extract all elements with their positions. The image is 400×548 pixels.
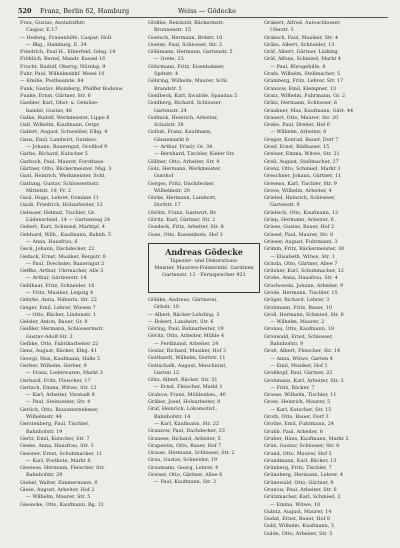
directory-entry: Garten 12 [154,369,179,376]
directory-entry: Göritz, Otto, Arbeiter, Mühle 4 [148,333,225,340]
directory-entry: Funk, Gustav, Blomberg, Pfeiffer Bodenw. [20,85,124,92]
directory-entry: Gollub, Franz, Kaufmann, [148,129,212,136]
directory-entry: Gresens, Karl, Tischler, Str. 9 [264,180,337,187]
directory-entry: Grätz, Hermann, Schlosser, 6 [264,100,337,107]
directory-entry: — Wilhelm, Arbeiter, 8 [270,129,327,136]
directory-entry: Brunnenstr. 15 [154,27,192,34]
directory-entry: Gransee, Richard, Arbeiter, 5 [148,435,221,442]
directory-entry: — Paul, Steinsetzer, Str. 4 [26,399,91,406]
directory-entry: Grabsch, Paul, Musiker, Str. 4 [264,34,338,41]
directory-entry: Groth, Otto, Bauer, Dorf 3 [264,414,329,421]
directory-entry: Gerhard, Fritz, Fleischer, 17 [20,377,91,384]
directory-entry: Görlitz, Franz, Gastwirt, Br. [148,209,217,216]
directory-entry: Gramberg, Fritz, Lehrer, Str. 17 [264,78,344,85]
directory-entry: Grabert, Alfred, Autoschlosser, [264,20,341,26]
directory-entry: Gebhard, Wilh., Kaufmann, Bahnh. 5 [20,231,112,238]
directory-entry: Gertz, Emil, Kutscher, Str. 7 [20,435,90,442]
directory-entry: — Ferdinand, Arbeiter, 24 [154,340,219,347]
directory-entry: Grunow, Paul, Arbeiter, Str. 6 [264,487,337,493]
directory-entry: Grasse, Hermann, Schlosser, Str. 2 [148,450,235,457]
directory-entry: Gerlich, Otto, Bauunternehmer, [20,406,99,413]
directory-entry: Golz, Hermann, Werkmeister, [148,165,222,172]
directory-entry: Griesel, Paul, Maurer, Str. 8 [264,231,334,238]
directory-entry: Wilhelmstr. 29 [154,187,190,194]
directory-entry: Gast, Heinrich, Werkmeister, Schl. [20,173,106,180]
directory-entry: — Ernst, Fleischer, Markt 1 [154,384,223,391]
directory-entry: Gotthardt, Wilhelm, Dorfstr. 11 [148,355,226,362]
directory-entry: Frucht, Rudolf, Oberrg. Nürnbg. 9 [20,63,106,70]
directory-entry: Goldberg, Richard, Schlosser, [148,100,222,107]
directory-entry: Gustav-Adolf-Str. 3 [26,333,73,340]
directory-entry: Göhlke, Andreas, Gärtnerei, [148,296,218,303]
directory-entry: Schulstr. 38 [154,122,184,129]
directory-entry: Grell, August, Stellmacher, 27 [264,158,339,165]
ad-name: Andreas Gödecke [165,246,243,257]
directory-entry: Grün, Gustav, Schlosser, Str. 8 [264,443,340,450]
directory-entry: Gelbke, Otto, Fabrikarbeiter 22 [20,341,99,348]
directory-entry: Gruber, Hans, Kaufmann, Markt 2 [264,435,349,442]
directory-entry: Giebel, Walter, Zimmermann, 6 [20,479,98,486]
directory-entry: Grüneberg, Hermann, Lehrer, 4 [264,472,344,479]
directory-entry: — Grete, 23 [154,56,184,63]
directory-column-3 [264,20,382,540]
directory-entry: Galke, Rudolf, Werkmeister, Lippe 8 [20,114,110,121]
directory-entry: Frau, Gustav, Anstaltsfhrr. [20,20,86,26]
directory-entry: Funke, Ernst, Gärtner, Str. 6 [20,92,91,99]
directory-entry: Greve, Wilhelm, Arbeiter, 4 [264,187,332,194]
directory-entry: Gaul, Hugo, Lehrer, Domäne 11 [20,195,99,202]
directory-entry: Gottschalk, August, Maschinist, [148,362,227,369]
directory-entry: Genz, August, Bäcker, Elbg. 41 [20,348,97,355]
directory-entry: — Wilhelm, Maurer, 2 [270,319,325,326]
directory-entry: Grenz, Otto, Schmied, Markt 3 [264,165,341,172]
directory-entry: Griep, Hermann, Arbeiter, 6 [264,217,334,224]
ad-line-2: Meister, Maurers-Polstermbl. Gardinen [154,264,254,271]
directory-entry: Spdtstr. 4 [154,71,179,78]
directory-entry: — Emilie, Postbeamte, 84 [20,78,84,85]
directory-entry: Greif, Ernst, Bildhauer, 15 [264,144,330,151]
directory-entry: Gall, Wilhelm, Kaufmann, Ostpr. [20,122,100,129]
directory-entry: Gorges, Fritz, Dachdecker, [148,180,215,187]
directory-entry: Grundmann, Karl, Bäcker, 13 [264,457,337,464]
directory-entry: Grbstr. 10 [154,304,179,311]
directory-entry: Georgi, Max, Kaufmann, Halle 5 [20,355,101,362]
directory-entry: Goslar, Richard, Musiker, Hof 3 [148,347,227,354]
directory-entry: Göhring, Wilhelm, Maurer, Schl. [148,78,229,85]
directory-entry: Brandstr. 5 [154,85,182,92]
directory-entry: Gollnick, Heinrich, Arbeiter, [148,114,218,121]
ad-line-3: Gartenstr. 12 · Fernsprecher 421 [162,271,246,278]
directory-entry: Grebe, Paul, Dreher, Hof 6 [264,122,330,129]
directory-entry: Großmann, Karl, Arbeiter, Str. 3 [264,377,344,384]
directory-entry: Grinda, Otto, Gärtner, Allee 7 [264,260,338,267]
directory-entry: Mittelstr. 19, Pr. 2 [26,187,71,194]
directory-entry: Grochowski, Johann, Arbeiter, 9 [264,282,344,289]
header-rule [18,17,388,18]
directory-entry: Grimm, Fritz, Bäckermeister, 30 [264,246,345,253]
directory-entry: Grobe, Anna, Hausfrau, Str. 4 [264,275,338,282]
column-2-entries-top [148,20,266,239]
directory-entry: Graubner, Max, Kaufmann, Gärt. 44 [264,107,354,114]
directory-entry: Gessner, Ernst, Schuhmacher, 11 [20,450,103,457]
directory-entry: Gulde, Otto, Arbeiter, Str. 5 [264,530,333,537]
directory-entry: Grau, Gustav, Schneider, 19 [148,457,218,464]
directory-entry: — Karl, Kutscher, Str. 15 [270,406,332,413]
directory-column-2 [148,20,266,540]
directory-entry: Bahnhofstr. 14 [154,413,191,420]
directory-entry: Gehlhaar, Fritz, Schneider, 16 [20,282,95,289]
directory-entry: Gehrke, Anna, Näherin, Str. 22 [20,297,97,304]
directory-entry: — Emma, Witwe, 10 [270,501,321,508]
directory-entry: Gänsemarkt 8 [154,136,189,143]
advertisement-box [148,243,260,293]
directory-entry: Uferstr. 3 [270,27,294,34]
directory-entry: Grabow, Franz, Mühlenbes., 40 [148,391,226,398]
directory-entry: Gewiese, Hermann, Fleischer, Str. [20,465,105,472]
directory-entry: Giese, August, Arbeiter, Hof 2 [20,487,95,493]
directory-entry: — Paul, Drechsler, Bauerngut 2 [26,260,105,267]
directory-entry: Gratz, Wilhelm, Fuhrmann, Gr. 2 [264,92,346,99]
directory-entry: Geißler, Hermann, Schlossermstr. [20,326,104,333]
directory-entry: Gronwald, Ernst, Schlosser, [264,333,333,340]
directory-entry: Gerlach, Emma, Witwe, Str. 12 [20,384,97,391]
directory-entry: Gärtner, Otto, Bäckermeister, Nbg. 3 [20,165,112,172]
directory-entry: Gregor, Konrad, Bauer, Dorf 7 [264,136,339,143]
directory-entry: — Hedwig, Frauenhilfe, Caspar, Holl. [20,34,113,41]
directory-entry: Gebert, Kurt, Schmied, Marktpl. 4 [20,224,106,231]
page-header [18,6,388,16]
directory-entry: Caspar, E.17 [26,27,58,34]
directory-entry: Graf, Heinrich, Lokomotivf., [148,406,218,413]
directory-entry: Griebel, Heinrich, Schlosser, [264,195,336,202]
directory-entry: Gräber, Josef, Holzarbeiter, 8 [148,399,221,406]
directory-entry: — Fritz, Musiker, Leipzig 4 [26,289,94,296]
directory-entry: Groß, Albert, Fleischer, Str. 14 [264,348,341,355]
directory-entry: Gerstenberg, Paul, Tischler, [20,421,90,428]
directory-entry: Gröger, Richard, Lehrer, 3 [264,297,330,304]
directory-entry: Grode, Hermann, Tischler, 15 [264,289,338,296]
directory-entry: Gräf, Alfons, Schmied, Markt 4 [264,56,341,63]
column-2-entries-bottom [148,297,266,487]
directory-entry: Gedack, Ernst, Musiker, Bergstr. 8 [20,253,106,260]
directory-entry: Gaebler, Karl, Obst- u. Gemüse- [20,100,99,107]
page-number: 520 [18,7,32,15]
directory-entry: Grubb, Paul, Arbeiter, 6 [264,428,323,435]
directory-entry: — Karl, Arbeiter, Vorstadt 8 [26,392,95,399]
directory-entry: Bahnhofstr. 9 [270,341,304,348]
directory-entry: — Emil, Musiker, Hof 1 [270,362,328,369]
directory-entry: Gritzner, Karl, Schuhmacher, 12 [264,268,344,275]
directory-entry: — Karl, Kaufmann, Str. 22 [154,420,219,427]
directory-entry: Gronau, Otto, Kaufmann, 18 [264,326,335,333]
directory-entry: Geck, Johann, Dachdecker, 22 [20,246,95,253]
directory-entry: Grote, Heinrich, Maurer, 5 [264,399,331,406]
directory-entry: Wilhelmstr. 44 [26,414,62,421]
directory-entry: Bahnhofstr. 19 [26,428,63,435]
directory-entry: Bahnhofstr. 29 [26,472,63,479]
directory-entry: Geisler, Anton, Bauer, Gr. 9 [20,319,88,326]
directory-entry: Göritz, Karl, Gärtner, Str. 2 [148,217,216,224]
directory-entry: Gartenstr. 9 [270,202,300,209]
directory-entry: Gödtke, Reinhold, Bäckermstr. [148,20,225,26]
directory-entry: Göhlmann, Hermann, Gartenstr. 5 [148,49,233,56]
directory-entry: Geiger, Emil, Lehrer, Wiesen 7 [20,304,96,311]
directory-entry: Gubitz, August, Maurer, 14 [264,508,332,515]
directory-entry: Fuhr, Paul, Wilhelmsbhf. Wesel 10 [20,71,105,78]
directory-entry: Graumann, Georg, Lehrer, 4 [148,464,219,471]
directory-entry: Grünewald, Otto, Gärtner, 9 [264,479,334,486]
directory-entry: Grützmacher, Karl, Schmied, 2 [264,494,341,501]
directory-entry: Göring, Paul, Bahnarbeiter, 19 [148,326,224,333]
directory-entry: — Franz, Lederwaren, Markt 3 [26,370,103,377]
directory-column-1 [20,20,138,540]
directory-entry: Grauert, Otto, Maurer, Str. 20 [264,114,339,121]
directory-entry: Gosdeck, Fritz, Arbeiter, Str. 8 [148,224,224,231]
directory-entry: — Karl, Postbote, Markt 8 [26,457,91,464]
directory-entry: handel, Gustav, 46 [26,107,72,114]
directory-entry: Grafe, Wilhelm, Stellmacher, 5 [264,71,341,78]
directory-entry: Grosse, Wilhelm, Tischler, 11 [264,392,337,399]
directory-entry: Greschner, Johann, Gärtner, 11 [264,173,342,180]
directory-entry: Gräbs, Albert, Schneider, 13 [264,41,335,48]
directory-entry: Görke, Hermann, Landwirt, [148,195,217,202]
directory-entry: Gans, Emil, Landwirt, Gutsbes. [20,136,98,143]
directory-entry: Goetze, Paul, Schlosser, Str. 2 [148,41,223,48]
directory-entry: Fröhlich, Bernd, Mandr. Kassel 16 [20,56,106,63]
directory-entry: — Johann, Bauerngut, Großhof 9 [26,144,108,151]
directory-entry: Grieser, August, Fuhrmann, 3 [264,238,338,245]
center-running-head: Weiss — Gödecke [178,7,236,15]
directory-entry: Göhrmann, Fritz, Eisenbahner, [148,63,225,70]
directory-entry: Granzow, Emil, Klempner, 13 [264,85,337,92]
directory-entry: Giesecke, Otto, Kaufmann, Bg. 31 [20,501,105,508]
directory-entry: Dorfstr. 17 [154,202,181,209]
directory-entry: — Bbg., Hamburg, E. 34 [26,41,87,48]
directory-entry: Guhl, Wilhelm, Kaufmann, 3 [264,523,334,530]
directory-entry: Göllner, Otto, Arbeiter, Str. 9 [148,158,220,165]
directory-entry: Lüdenscheid, 14 — Gartenweg 24 [26,217,111,224]
directory-entry: Grund, Otto, Maurer, Hof 5 [264,450,332,457]
ad-line-1: Tapezier- und Dekorations- [169,257,239,264]
directory-entry: — Arthur, Gärtnerstr. 14 [26,275,87,282]
directory-entry: Götz, Albert, Bäcker, Str. 31 [148,377,218,384]
directory-entry: Gräf, Albert, Gärtner, Lüdnbg. [264,49,340,56]
directory-entry: Gebauer, Helmut, Tischler, Gr. [20,209,96,216]
directory-entry: Gartenstr. 24 [154,107,187,114]
directory-entry: Gerber, Wilhelm, Gerber, 9 [20,362,87,369]
left-running-head: Franz, Berlin 62, Hamburg [40,7,130,15]
directory-entry: Greiner, Emma, Witwe, Str. 21 [264,151,340,158]
directory-entry: — Otto, Bäcker, Lindenstr. 1 [26,311,97,318]
directory-entry: Gudat, Ernst, Bauer, Hof 8 [264,516,330,523]
directory-entry: Grünberg, Fritz, Tischler, 7 [264,465,332,472]
directory-entry: — Paul, Bürogehilfe, 8 [270,63,326,70]
directory-entry: Geske, Anna, Hausfrau, Str. 3 [20,443,94,450]
directory-entry: Gattung, Gustav, Schlossermstr. [20,180,100,187]
directory-entry: Gose, Otto, Kassenbote, Hof 3 [148,231,223,238]
directory-entry: Goetsch, Hermann, Brdstr. 10 [148,34,223,41]
directory-entry: — Albert, Bäcker-Lehrling, 3 [148,311,220,318]
directory-entry: Gallert, August, Schweißer, Elbg. 4 [20,129,108,136]
directory-entry: Grothe, Emil, Fuhrmann, 24 [264,421,334,428]
directory-entry: — Anna, Witwe, Garten 4 [270,355,333,362]
directory-entry: — Robert, Landwirt, Str. 6 [148,318,214,325]
directory-entry: — Paul, Kaufmann, Str. 2 [154,479,217,486]
directory-entry: Gutshof [154,173,174,180]
directory-entry: Friedrich, Paul H., Elberfeld, Gdsg. 14 [20,49,116,56]
directory-entry: Geffke, Arthur, Uhrmacher, Alle 3 [20,268,104,275]
directory-entry: — Fritz, Bäcker, 7 [270,384,315,391]
directory-entry: Großkopf, Paul, Gärtner, 22 [264,370,333,377]
directory-entry: Grapentin, Otto, Bauer, Hof 7 [148,442,222,449]
directory-entry: Groll, Hermann, Schmied, Str. 6 [264,311,344,318]
directory-entry: — Bernhard, Tischler, Kieler Str. [154,151,235,158]
directory-entry: — Elisabeth, Witwe, Str. 1 [270,253,335,260]
directory-entry: Granzow, Paul, Dachdecker, 33 [148,428,225,435]
directory-entry: — Wilhelm, Maurer, Str. 5 [26,494,91,501]
directory-entry: — Anna, Hausfrau, 6 [26,238,78,245]
directory-entry: Gauß, Friedrich, Holzarbeiter, 12 [20,202,103,209]
directory-entry: Griebsch, Otto, Kaufmann, 12 [264,209,339,216]
directory-entry: Garbe, Richard, Kutscher 5 [20,151,88,158]
directory-entry: Greiser, Otto, Gärtner, Allee 6 [148,472,223,479]
directory-entry: Grohmann, Fritz, Bauer, 10 [264,304,332,311]
directory-entry: Garbsch, Paul, Maurer, Forsthaus [20,158,104,165]
directory-entry: Goldbeck, Karl, Invalide, Spandau 5 [148,92,238,99]
directory-entry: — Arthur, Frisör, Gr. 34 [154,144,213,151]
directory-entry: Griese, Gustav, Bauer, Hof 2 [264,224,335,231]
